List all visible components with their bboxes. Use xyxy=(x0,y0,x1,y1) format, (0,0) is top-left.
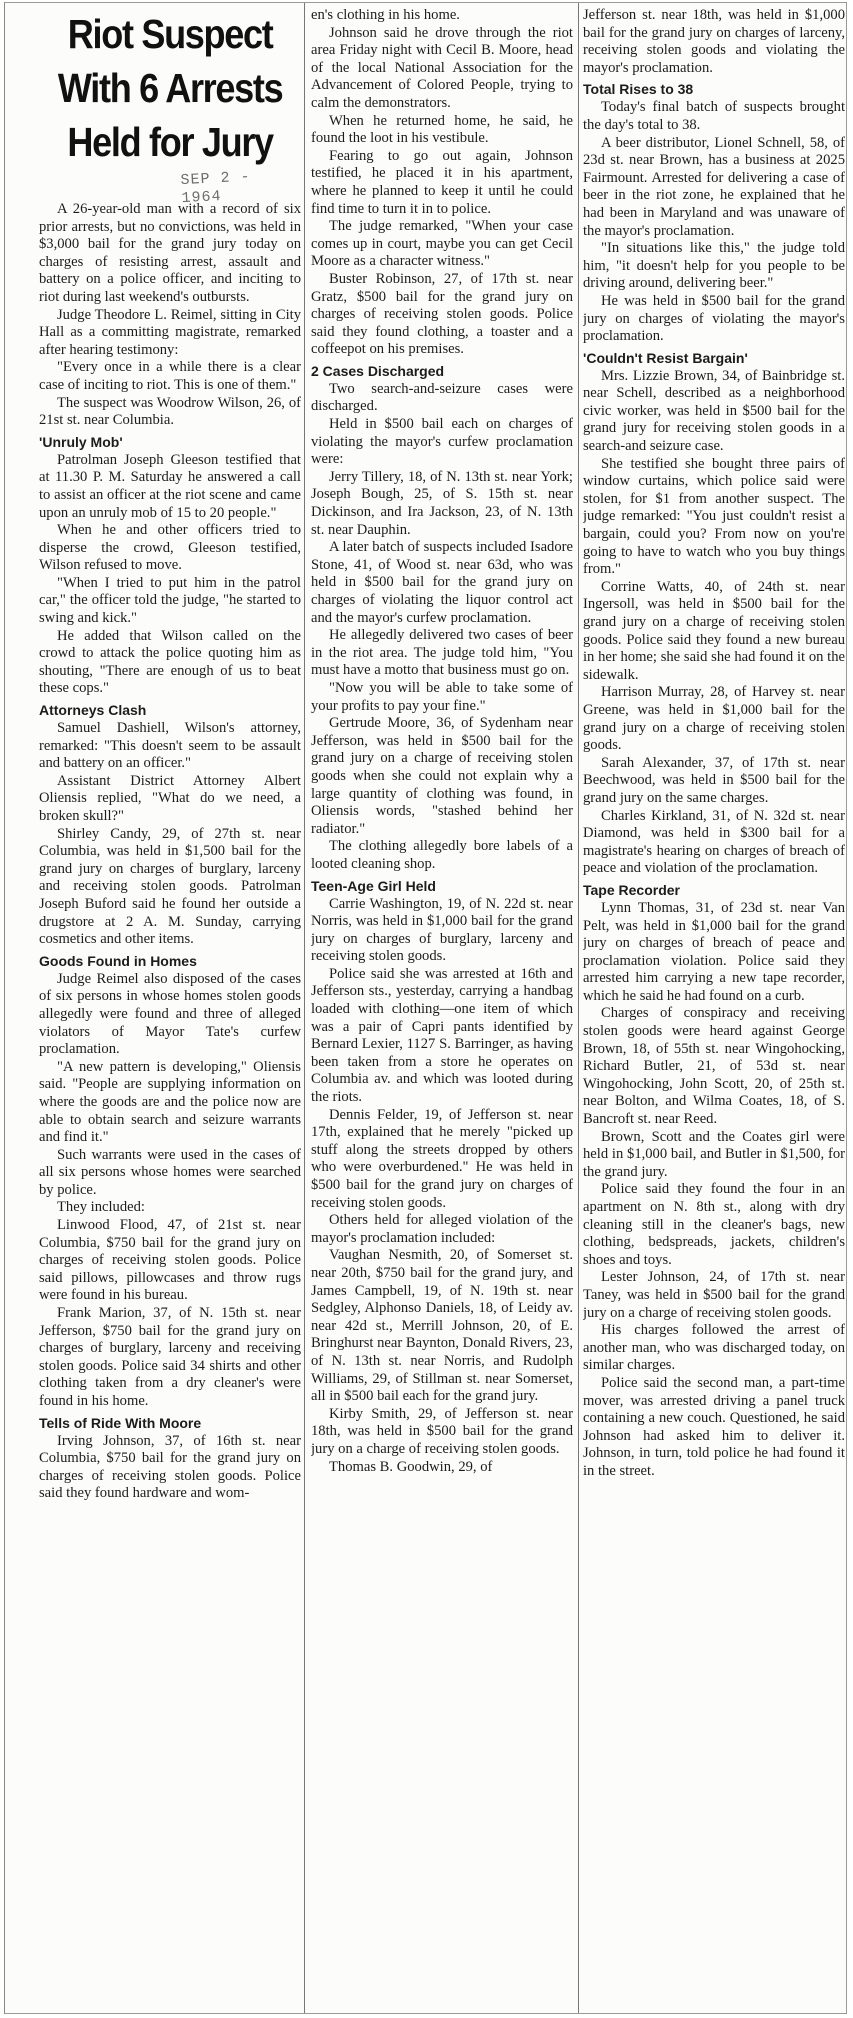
date-stamp: SEP 2 - 1964 xyxy=(180,168,251,207)
paragraph: Charges of conspiracy and receiving stolen goods were heard against George Brown, 18, of 55th st. near Wingohocking, Richard Butler, 21, of 53d st. near Wingohocking, John Scott, 20, of 25th st. near Bolton, and Wilma Coates, 18, of S. Bancroft st. near Reed. xyxy=(583,1005,845,1128)
paragraph: He was held in $500 bail for the grand jury on charges of violating the mayor's proclamation. xyxy=(583,292,845,345)
headline xyxy=(39,7,301,169)
paragraph: Buster Robinson, 27, of 17th st. near Gratz, $500 bail for the grand jury on charges of receiving stolen goods. Police said they found clothing, a toaster and a coffeepot on his premises. xyxy=(311,270,573,358)
subheading: 2 Cases Discharged xyxy=(311,362,445,379)
paragraph: The judge remarked, "When your case comes up in court, maybe you can get Cecil Moore as a character witness." xyxy=(311,218,573,270)
paragraph: Sarah Alexander, 37, of 17th st. near Beechwood, was held in $500 bail for the grand jury on the same charges. xyxy=(583,754,845,806)
paragraph: Dennis Felder, 19, of Jefferson st. near 17th, explained that he merely "picked up stuff along the streets dropped by others who were overburdened." He was held in $500 bail for the grand jury on charges of receiving stolen goods. xyxy=(311,1106,573,1211)
paragraph: "Now you will be able to take some of your profits to pay your fine." xyxy=(311,679,573,714)
paragraph: When he returned home, he said, he found the loot in his vestibule. xyxy=(311,112,573,147)
headline-line: Held for Jury xyxy=(67,119,273,165)
paragraph: Thomas B. Goodwin, 29, of xyxy=(329,1458,493,1475)
paragraph: "When I tried to put him in the patrol car," the officer told the judge, "he started to swing and kick." xyxy=(39,574,301,627)
column-rule xyxy=(578,3,579,2013)
newspaper-clipping xyxy=(4,2,847,2014)
column-body xyxy=(39,201,301,1503)
paragraph: Frank Marion, 37, of N. 15th st. near Jefferson, $750 bail for the grand jury on charges of burglary, larceny and receiving stolen goods. Police said 34 shirts and other clothing taken from a dry cleaner's were found in his home. xyxy=(39,1305,301,1409)
paragraph: A later batch of suspects included Isadore Stone, 41, of Wood st. near 63d, who was held in $500 bail for the grand jury on charges of violating the liquor control act and the mayor's curfew proclamation. xyxy=(311,539,573,626)
paragraph: Patrolman Joseph Gleeson testified that at 11.30 P. M. Saturday he answered a call to assist an officer at the riot scene and came upon an unruly mob of 15 to 20 people." xyxy=(39,451,301,521)
paragraph: He allegedly delivered two cases of beer in the riot area. The judge told him, "You must have a motto that business must go on. xyxy=(311,627,573,679)
paragraph: The suspect was Woodrow Wilson, 26, of 21st st. near Columbia. xyxy=(39,394,301,429)
paragraph: Held in $500 bail each on charges of violating the mayor's curfew proclamation were: xyxy=(311,416,573,468)
paragraph: His charges followed the arrest of another man, who was discharged today, on similar charges. xyxy=(583,1322,845,1374)
subheading: Teen-Age Girl Held xyxy=(311,877,436,894)
column-body xyxy=(583,7,845,1481)
continued-paragraph: en's clothing in his home. xyxy=(311,7,460,23)
paragraph: Judge Theodore L. Reimel, sitting in City Hall as a committing magistrate, remarked after hearing testimony: xyxy=(39,306,301,358)
paragraph: Such warrants were used in the cases of all six persons whose homes were searched by police. xyxy=(39,1146,301,1198)
column-body xyxy=(311,7,573,1476)
paragraph: Gertrude Moore, 36, of Sydenham near Jefferson, was held in $500 bail for the grand jury on a charge of receiving stolen goods when she could not explain why a large quantity of clothing was found, in Oliensis words, "stashed behind her radiator." xyxy=(311,715,573,837)
paragraph: Jerry Tillery, 18, of N. 13th st. near York; Joseph Bough, 25, of S. 15th st. near Dickinson, and Ira Jackson, 23, of N. 13th st. near Dauphin. xyxy=(311,468,573,538)
paragraph: The clothing allegedly bore labels of a looted cleaning shop. xyxy=(311,838,573,872)
paragraph: Police said she was arrested at 16th and Jefferson sts., yesterday, carrying a handbag loaded with clothing—one item of which was a pair of Capri pants identified by Bernard Lexier, 1127 S. Barringer, as having been taken from a store he operates on Columbia av. and which was looted during the riots. xyxy=(311,965,573,1106)
paragraph: Police said they found the four in an apartment on N. 8th st., along with dry cleaning still in the cleaner's bags, new clothing, bedspreads, jackets, children's shoes and toys. xyxy=(583,1181,845,1268)
paragraph: "A new pattern is developing," Oliensis said. "People are supplying information on where the goods are and the police now are able to obtain search and seizure warrants and find it." xyxy=(39,1058,301,1146)
subheading: Total Rises to 38 xyxy=(583,81,694,98)
subheading: Attorneys Clash xyxy=(39,702,147,719)
paragraph: Today's final batch of suspects brought the day's total to 38. xyxy=(583,99,845,133)
paragraph: Samuel Dashiell, Wilson's attorney, remarked: "This doesn't seem to be assault and battery on an officer." xyxy=(39,720,301,772)
paragraph: Fearing to go out again, Johnson testified, he placed it in his apartment, where he planned to keep it until he could find time to turn it in to police. xyxy=(311,147,573,217)
paragraph: Carrie Washington, 19, of N. 22d st. near Norris, was held in $1,000 bail for the grand jury on charges of burglary, larceny and receiving stolen goods. xyxy=(311,895,573,965)
paragraph: Lynn Thomas, 31, of 23d st. near Van Pelt, was held in $1,000 bail for the grand jury on charges of breach of peace and proclamation violation. Police said they arrested him carrying a new tape recorder, which he said he had found on a curb. xyxy=(583,899,845,1004)
paragraph: Shirley Candy, 29, of 27th st. near Columbia, was held in $1,500 bail for the grand jury on charges of burglary, larceny and receiving stolen goods. Patrolman Joseph Buford said he found her outside a drugstore at 2 A. M. Sunday, carrying cosmetics and other items. xyxy=(39,825,301,948)
article-column-1 xyxy=(39,7,301,2011)
paragraph: "In situations like this," the judge told him, "it doesn't help for you people to be driving around, delivering beer." xyxy=(583,240,845,292)
paragraph: Brown, Scott and the Coates girl were held in $1,000 bail, and Butler in $1,500, for the grand jury. xyxy=(583,1128,845,1180)
headline-block xyxy=(39,7,301,207)
paragraph: Judge Reimel also disposed of the cases of six persons in whose homes stolen goods allegedly were found and three of alleged violators of Mayor Tate's curfew proclamation. xyxy=(39,970,301,1058)
paragraph: "Every once in a while there is a clear case of inciting to riot. This is one of them." xyxy=(39,359,301,393)
paragraph: A beer distributor, Lionel Schnell, 58, of 23d st. near Brown, has a business at 2025 Fairmount. Arrested for delivering a case of beer in the riot zone, he explained that he had been in Maryland and was unaware of the mayor's proclamation. xyxy=(583,134,845,239)
paragraph: Lester Johnson, 24, of 17th st. near Taney, was held in $500 bail for the grand jury on a charge of receiving stolen goods. xyxy=(583,1269,845,1321)
column-rule xyxy=(304,3,305,2013)
paragraph: Corrine Watts, 40, of 24th st. near Ingersoll, was held in $500 bail for the grand jury on a charge of receiving stolen goods. Police said they found a new bureau in her home; she said she had found it on the sidewalk. xyxy=(583,578,845,683)
subheading: Tape Recorder xyxy=(583,881,680,898)
paragraph: He added that Wilson called on the crowd to attack the police quoting him as shouting, "There are enough of us to beat these cops." xyxy=(39,627,301,697)
subheading: 'Couldn't Resist Bargain' xyxy=(583,349,748,366)
continued-paragraph: Jefferson st. near 18th, was held in $1,000 bail for the grand jury on charges of larceny, receiving stolen goods and violating the mayor's proclamation. xyxy=(583,7,845,76)
article-column-2 xyxy=(311,7,573,2011)
paragraph: Vaughan Nesmith, 20, of Somerset st. near 20th, $750 bail for the grand jury, and James Campbell, 19, of N. 19th st. near Sedgley, Alphonso Daniels, 18, of Leidy av. near 42d st., Merrill Johnson, 20, of E. Bringhurst near Baynton, Donald Rivers, 23, of N. 13th st. near Norris, and Rudolph Williams, 29, of Stillman st. near Somerset, all in $500 bail each for the grand jury. xyxy=(311,1247,573,1405)
paragraph: Johnson said he drove through the riot area Friday night with Cecil B. Moore, head of the local National Association for the Advancement of Colored People, trying to calm the demonstrators. xyxy=(311,24,573,111)
paragraph: Harrison Murray, 28, of Harvey st. near Greene, was held in $1,000 bail for the grand jury on a charge of receiving stolen goods. xyxy=(583,684,845,754)
paragraph: Irving Johnson, 37, of 16th st. near Columbia, $750 bail for the grand jury on charges of receiving stolen goods. Police said they found hardware and wom- xyxy=(39,1432,301,1502)
paragraph: Kirby Smith, 29, of Jefferson st. near 18th, was held in $500 bail for the grand jury on a charge of receiving stolen goods. xyxy=(311,1405,573,1457)
paragraph: Linwood Flood, 47, of 21st st. near Columbia, $750 bail for the grand jury on charges of receiving stolen goods. Police said pillows, pillowcases and throw rugs were found in his bureau. xyxy=(39,1217,301,1304)
paragraph: Mrs. Lizzie Brown, 34, of Bainbridge st. near Schell, described as a neighborhood civic worker, was held in $500 bail for the grand jury for receiving stolen goods in a search-and seizure case. xyxy=(583,367,845,455)
subheading: Tells of Ride With Moore xyxy=(39,1414,202,1431)
paragraph: She testified she bought three pairs of window curtains, which police said were stolen, for $1 from another suspect. The judge remarked: "You just couldn't resist a bargain, could you? From now on you're going to have to watch who you buy things from." xyxy=(583,455,845,578)
article-column-3 xyxy=(583,7,845,2011)
paragraph: Charles Kirkland, 31, of N. 32d st. near Diamond, was held in $300 bail for a magistrate's hearing on charges of breach of peace and violation of the proclamation. xyxy=(583,807,845,877)
headline-line: With 6 Arrests xyxy=(57,65,283,111)
subheading: 'Unruly Mob' xyxy=(39,433,123,450)
paragraph: When he and other officers tried to disperse the crowd, Gleeson testified, Wilson refused to move. xyxy=(39,522,301,574)
subheading: Goods Found in Homes xyxy=(39,952,197,969)
paragraph: Assistant District Attorney Albert Oliensis replied, "What do we need, a broken skull?" xyxy=(39,772,301,824)
paragraph: Police said the second man, a part-time mover, was arrested driving a panel truck containing a new couch. Questioned, he said Johnson had asked him to deliver it. Johnson, in turn, told police he had found it in the street. xyxy=(583,1374,845,1479)
paragraph: Two search-and-seizure cases were discharged. xyxy=(311,380,573,415)
headline-line: Riot Suspect xyxy=(67,11,273,57)
paragraph: They included: xyxy=(57,1199,145,1216)
paragraph: Others held for alleged violation of the mayor's proclamation included: xyxy=(311,1212,573,1246)
paragraph: A 26-year-old man with a record of six prior arrests, but no convictions, was held in $3,000 bail for the grand jury today on charges of resisting arrest, assault and battery on a police officer, and inciting to riot during last weekend's outbursts. xyxy=(39,201,301,305)
